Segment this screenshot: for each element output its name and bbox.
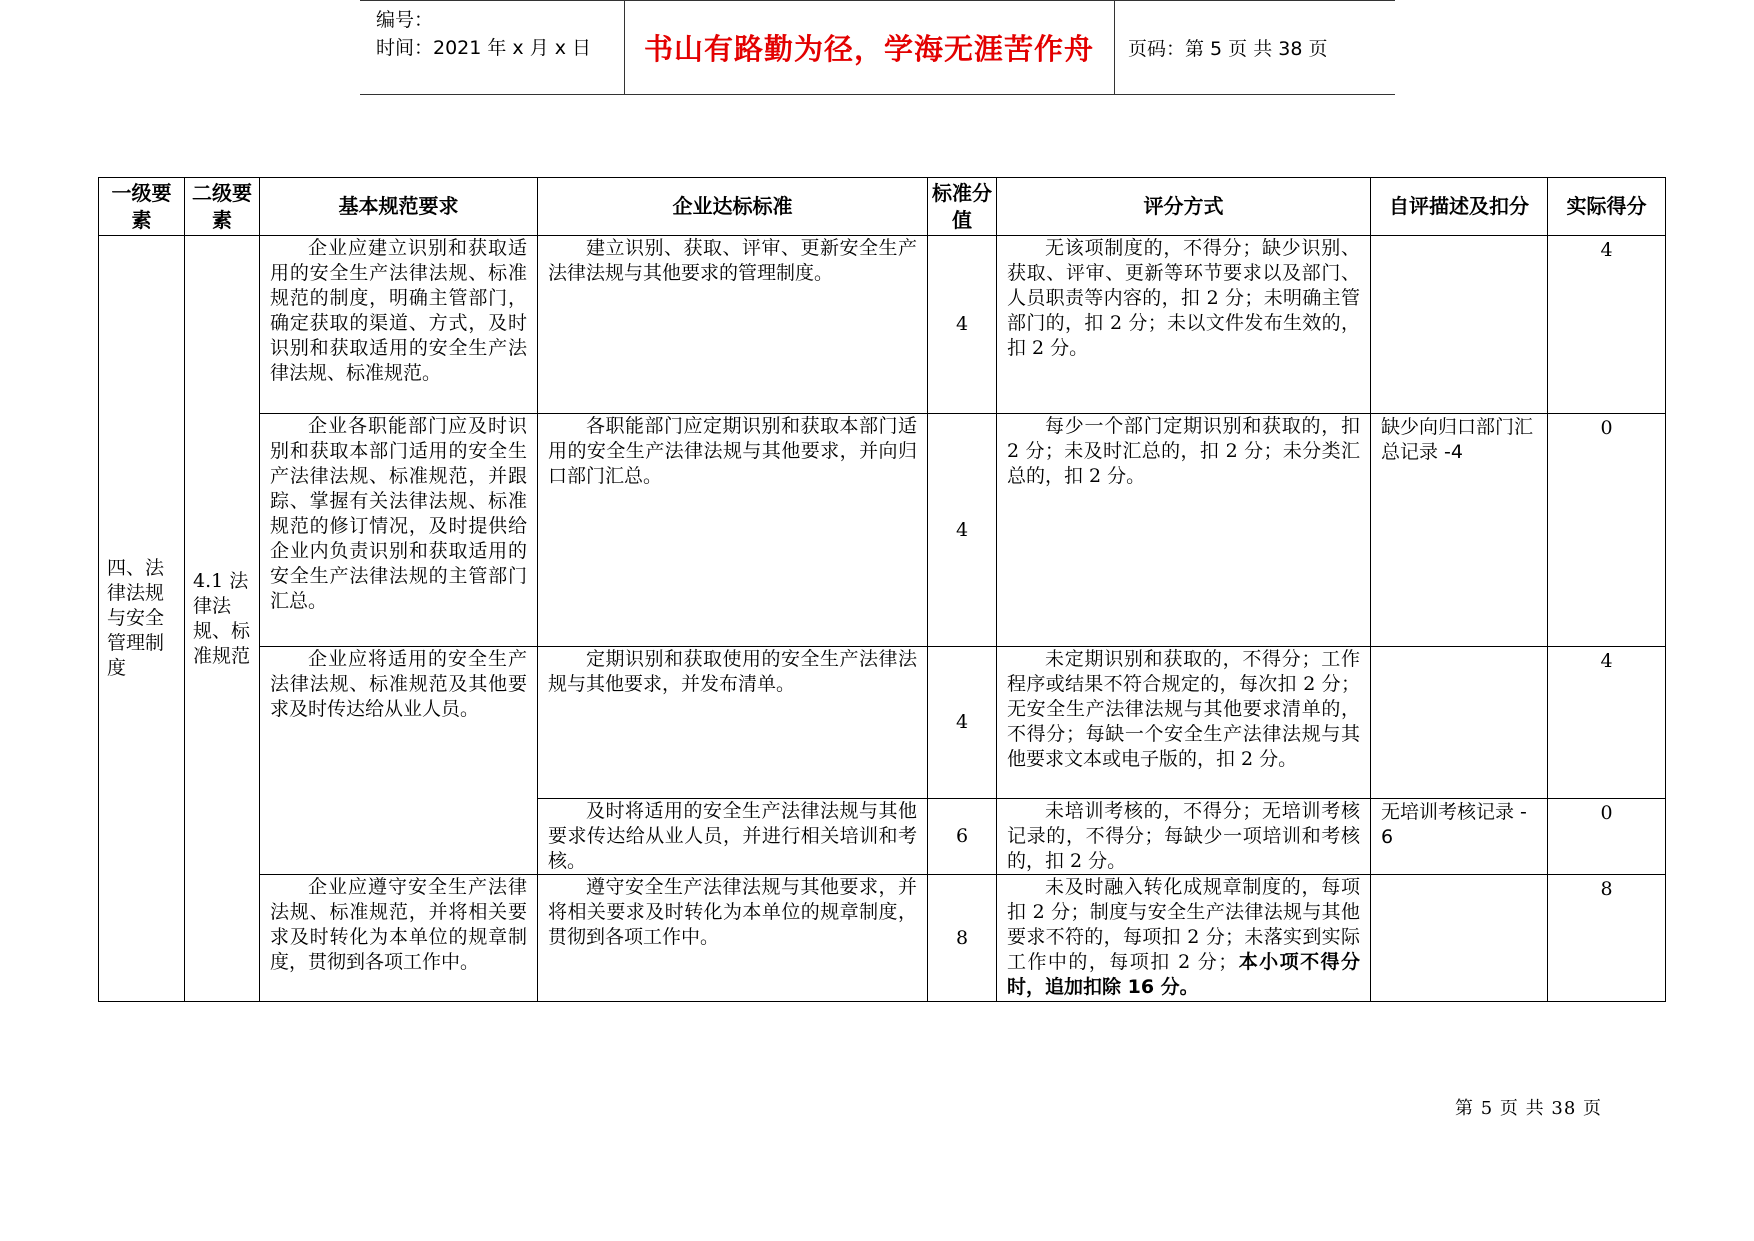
method-cell: 未培训考核的，不得分；无培训考核记录的，不得分；每缺少一项培训和考核的，扣 2 分。 bbox=[997, 799, 1371, 875]
requirement-cell: 企业应建立识别和获取适用的安全生产法律法规、标准规范的制度，明确主管部门，确定获取的渠道、方式，及时识别和获取适用的安全生产法律法规、标准规范。 bbox=[260, 236, 538, 414]
self-eval-cell: 缺少向归口部门汇总记录 -4 bbox=[1371, 414, 1548, 647]
method-cell: 无该项制度的，不得分；缺少识别、获取、评审、更新等环节要求以及部门、人员职责等内容的，扣 2 分；未明确主管部门的，扣 2 分；未以文件发布生效的，扣 2 分。 bbox=[997, 236, 1371, 414]
actual-score-cell: 4 bbox=[1548, 236, 1666, 414]
actual-score-cell: 4 bbox=[1548, 647, 1666, 799]
standard-cell: 定期识别和获取使用的安全生产法律法规与其他要求，并发布清单。 bbox=[538, 647, 928, 799]
method-cell bbox=[997, 875, 1371, 1002]
requirement-cell: 企业应遵守安全生产法律法规、标准规范，并将相关要求及时转化为本单位的规章制度，贯彻到各项工作中。 bbox=[260, 875, 538, 1002]
self-eval-cell bbox=[1371, 236, 1548, 414]
method-cell: 未定期识别和获取的，不得分；工作程序或结果不符合规定的，每次扣 2 分；无安全生产法律法规与其他要求清单的，不得分；每缺一个安全生产法律法规与其他要求文本或电子版的，扣 2 分。 bbox=[997, 647, 1371, 799]
header-page-code-cell bbox=[1115, 1, 1395, 94]
page-code: 页码：第 5 页 共 38 页 bbox=[1128, 38, 1328, 60]
points-cell: 6 bbox=[928, 799, 997, 875]
standard-cell: 及时将适用的安全生产法律法规与其他要求传达给从业人员，并进行相关培训和考核。 bbox=[538, 799, 928, 875]
col-header-standard: 企业达标标准 bbox=[538, 178, 928, 236]
standard-cell: 建立识别、获取、评审、更新安全生产法律法规与其他要求的管理制度。 bbox=[538, 236, 928, 414]
points-cell: 8 bbox=[928, 875, 997, 1002]
header-info-cell bbox=[360, 1, 625, 94]
self-eval-cell bbox=[1371, 647, 1548, 799]
table-header-row bbox=[99, 178, 1666, 236]
self-eval-cell bbox=[1371, 875, 1548, 1002]
requirement-cell: 企业各职能部门应及时识别和获取本部门适用的安全生产法律法规、标准规范，并跟踪、掌握有关法律法规、标准规范的修订情况，及时提供给企业内负责识别和获取适用的安全生产法律法规的主管部门汇总。 bbox=[260, 414, 538, 647]
page-header bbox=[360, 0, 1395, 95]
standard-cell: 遵守安全生产法律法规与其他要求，并将相关要求及时转化为本单位的规章制度，贯彻到各项工作中。 bbox=[538, 875, 928, 1002]
table-row bbox=[99, 414, 1666, 647]
actual-score-cell: 8 bbox=[1548, 875, 1666, 1002]
col-header-requirement: 基本规范要求 bbox=[260, 178, 538, 236]
col-header-level1: 一级要素 bbox=[99, 178, 185, 236]
evaluation-table bbox=[98, 177, 1666, 1002]
col-header-level2: 二级要素 bbox=[185, 178, 260, 236]
method-text: 未及时融入转化成规章制度的，每项扣 2 分；制度与安全生产法律法规与其他要求不符的，每项扣 2 分；未落实到实际工作中的，每项扣 2 分； bbox=[1007, 876, 1360, 973]
col-header-method: 评分方式 bbox=[997, 178, 1371, 236]
serial-label: 编号： bbox=[376, 9, 434, 31]
table-row bbox=[99, 647, 1666, 799]
actual-score-cell: 0 bbox=[1548, 414, 1666, 647]
actual-score-cell: 0 bbox=[1548, 799, 1666, 875]
self-eval-cell: 无培训考核记录 -6 bbox=[1371, 799, 1548, 875]
level2-element-cell: 4.1 法律法规、标准规范 bbox=[185, 236, 260, 1002]
method-bold-note: 本小项不得分时，追加扣除 16 分。 bbox=[1007, 951, 1360, 998]
points-cell: 4 bbox=[928, 647, 997, 799]
method-cell: 每少一个部门定期识别和获取的，扣 2 分；未及时汇总的，扣 2 分；未分类汇总的，扣 2 分。 bbox=[997, 414, 1371, 647]
level1-element-cell: 四、法律法规与安全管理制度 bbox=[99, 236, 185, 1002]
standard-cell: 各职能部门应定期识别和获取本部门适用的安全生产法律法规与其他要求，并向归口部门汇总。 bbox=[538, 414, 928, 647]
col-header-self-eval: 自评描述及扣分 bbox=[1371, 178, 1548, 236]
table-row bbox=[99, 875, 1666, 1002]
page-footer: 第 5 页 共 38 页 bbox=[1455, 1098, 1602, 1119]
table-row bbox=[99, 236, 1666, 414]
col-header-actual: 实际得分 bbox=[1548, 178, 1666, 236]
date-text: 时间：2021 年 x 月 x 日 bbox=[376, 37, 592, 59]
requirement-cell: 企业应将适用的安全生产法律法规、标准规范及其他要求及时传达给从业人员。 bbox=[260, 647, 538, 875]
motto-text: 书山有路勤为径，学海无涯苦作舟 bbox=[643, 32, 1094, 66]
points-cell: 4 bbox=[928, 236, 997, 414]
header-motto-cell bbox=[624, 1, 1115, 94]
points-cell: 4 bbox=[928, 414, 997, 647]
col-header-points: 标准分值 bbox=[928, 178, 997, 236]
